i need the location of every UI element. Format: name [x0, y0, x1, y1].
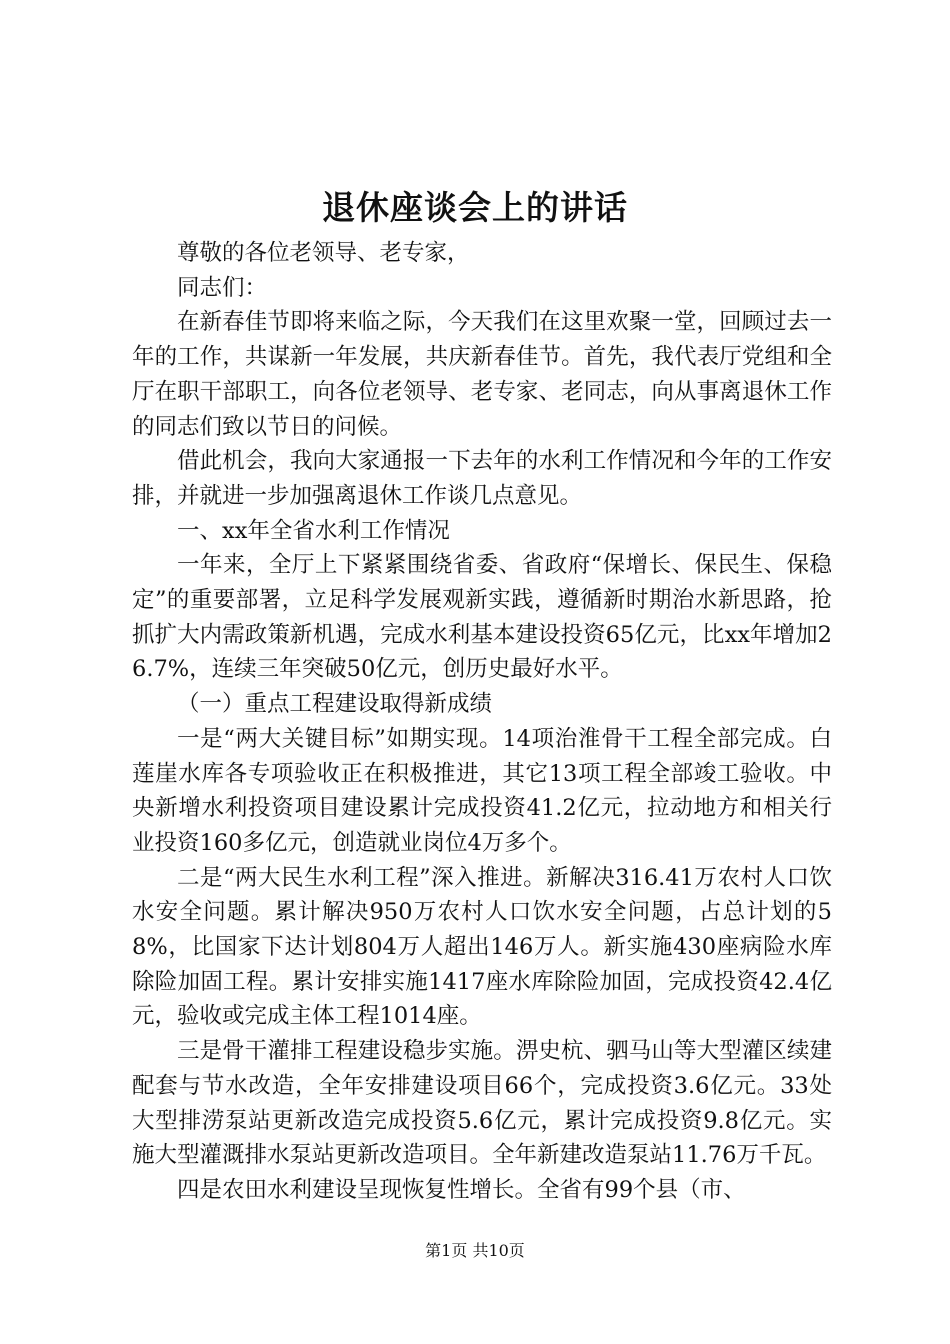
- subsection-heading-1: （一）重点工程建设取得新成绩: [177, 691, 493, 718]
- document-body: [132, 236, 832, 1208]
- paragraph-overview: 一年来，全厅上下紧紧围绕省委、省政府“保增长、保民生、保稳定”的重要部署，立足科学发展观新实践，遵循新时期治水新思路，抢抓扩大内需政策新机遇，完成水利基本建设投资65亿元，比xx年增加26.7%，连续三年突破50亿元，创历史最好水平。: [132, 552, 832, 683]
- paragraph-point-3: 三是骨干灌排工程建设稳步实施。淠史杭、驷马山等大型灌区续建配套与节水改造，全年安排建设项目66个，完成投资3.6亿元。33处大型排涝泵站更新改造完成投资5.6亿元，累计完成投资9.8亿元。实施大型灌溉排水泵站更新改造项目。全年新建改造泵站11.76万千瓦。: [132, 1038, 832, 1169]
- paragraph-salutation: 尊敬的各位老领导、老专家，: [177, 240, 470, 266]
- paragraph-point-4: 四是农田水利建设呈现恢复性增长。全省有99个县（市、: [177, 1176, 746, 1203]
- paragraph-point-1: 一是“两大关键目标”如期实现。14项治淮骨干工程全部完成。白莲崖水库各专项验收正在积极推进，其它13项工程全部竣工验收。中央新增水利投资项目建设累计完成投资41.2亿元，拉动地方和相关行业投资160多亿元，创造就业岗位4万多个。: [132, 725, 832, 856]
- document-title: 退休座谈会上的讲话: [322, 188, 628, 227]
- paragraph-comrades: 同志们：: [177, 274, 268, 301]
- page-number-footer: 第1页 共10页: [425, 1241, 525, 1260]
- paragraph-opening: 在新春佳节即将来临之际，今天我们在这里欢聚一堂，回顾过去一年的工作，共谋新一年发展，共庆新春佳节。首先，我代表厅党组和全厅在职干部职工，向各位老领导、老专家、老同志，向从事离退休工作的同志们致以节日的问候。: [132, 309, 832, 440]
- paragraph-purpose: 借此机会，我向大家通报一下去年的水利工作情况和今年的工作安排，并就进一步加强离退休工作谈几点意见。: [132, 448, 832, 509]
- section-heading-1: 一、xx年全省水利工作情况: [177, 517, 450, 544]
- paragraph-point-2: 二是“两大民生水利工程”深入推进。新解决316.41万农村人口饮水安全问题。累计解决950万农村人口饮水安全问题，占总计划的58%，比国家下达计划804万人超出146万人。新实施430座病险水库除险加固工程。累计安排实施1417座水库除险加固，完成投资42.4亿元，验收或完成主体工程1014座。: [132, 864, 832, 1030]
